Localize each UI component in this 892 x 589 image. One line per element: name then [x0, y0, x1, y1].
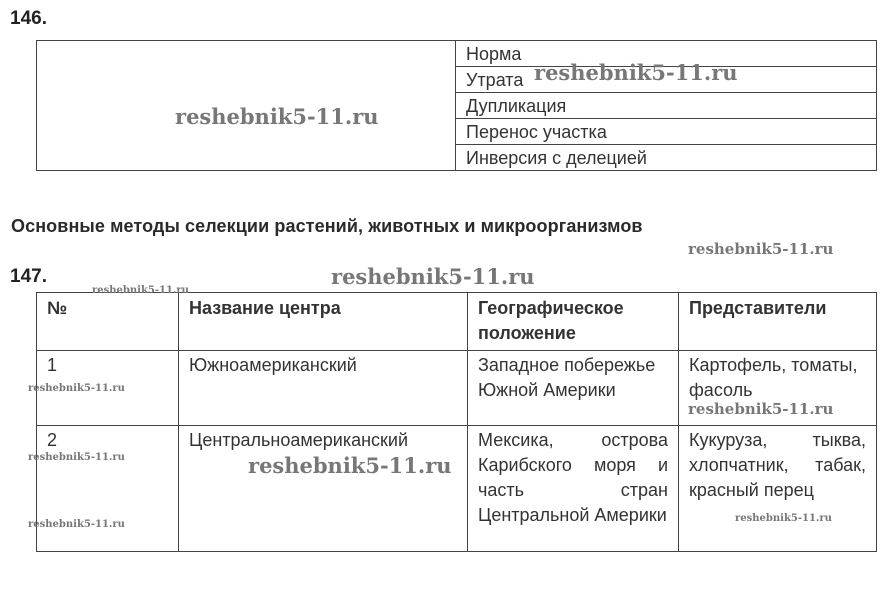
column-header: №: [37, 293, 179, 351]
table-cell: 2: [37, 426, 179, 552]
table-cell: Норма: [456, 41, 877, 67]
watermark: reshebnik5-11.ru: [92, 285, 189, 296]
table-cell: 1: [37, 351, 179, 426]
section-heading: Основные методы селекции растений, животных и микроорганизмов: [11, 216, 643, 236]
task-146-table: [36, 40, 877, 171]
table-cell: Перенос участка: [456, 119, 877, 145]
table-header-row: [37, 293, 877, 351]
watermark: reshebnik5-11.ru: [735, 513, 832, 524]
table-cell: Мексика, острова Карибского моря и часть стран Центральной Америки: [468, 426, 679, 552]
column-header: Представители: [679, 293, 877, 351]
watermark: reshebnik5-11.ru: [175, 104, 379, 129]
watermark: reshebnik5-11.ru: [688, 240, 834, 258]
table-row: [37, 426, 877, 552]
watermark: reshebnik5-11.ru: [248, 453, 452, 478]
table-cell: Картофель, томаты, фасоль: [679, 351, 877, 426]
column-header: Географическое положение: [468, 293, 679, 351]
watermark: reshebnik5-11.ru: [688, 400, 834, 418]
table-row: [37, 41, 877, 67]
watermark: reshebnik5-11.ru: [28, 519, 125, 530]
table-cell: Западное побережье Южной Америки: [468, 351, 679, 426]
watermark: reshebnik5-11.ru: [331, 264, 535, 289]
task-146-number: 146.: [10, 8, 47, 29]
table-cell: Южноамериканский: [179, 351, 468, 426]
watermark: reshebnik5-11.ru: [534, 60, 738, 85]
watermark: reshebnik5-11.ru: [28, 383, 125, 394]
table-cell: Утрата: [456, 67, 877, 93]
table-cell: Кукуруза, тыква, хлопчатник, табак, красный перец: [679, 426, 877, 552]
column-header: Название центра: [179, 293, 468, 351]
watermark: reshebnik5-11.ru: [28, 452, 125, 463]
task-147-number: 147.: [10, 266, 47, 287]
table-cell: Центральноамериканский: [179, 426, 468, 552]
table-cell: Дупликация: [456, 93, 877, 119]
table-cell: Инверсия с делецией: [456, 145, 877, 171]
